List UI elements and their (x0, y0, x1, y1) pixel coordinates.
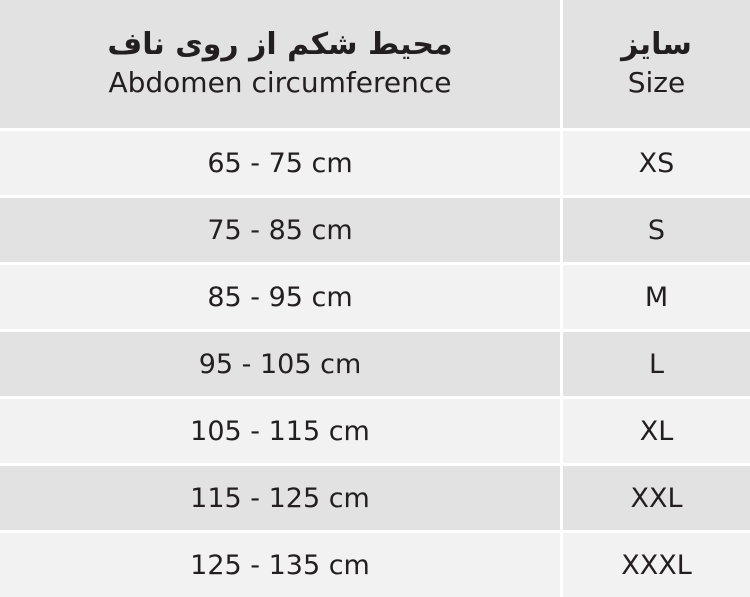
measurement-cell: 95 - 105 cm (0, 332, 563, 399)
measurement-cell: 65 - 75 cm (0, 131, 563, 198)
size-cell: XXXL (563, 533, 750, 597)
size-cell: S (563, 198, 750, 265)
measurement-cell: 75 - 85 cm (0, 198, 563, 265)
header-measurement-fa: محیط شکم از روی ناف (107, 27, 453, 63)
header-cell-size (563, 0, 750, 131)
measurement-cell: 85 - 95 cm (0, 265, 563, 332)
measurement-cell: 115 - 125 cm (0, 466, 563, 533)
measurement-cell: 125 - 135 cm (0, 533, 563, 597)
table-row (0, 198, 750, 265)
header-size-en: Size (627, 65, 686, 99)
table-row (0, 399, 750, 466)
table-row (0, 332, 750, 399)
table-row (0, 466, 750, 533)
table-row (0, 533, 750, 597)
size-cell: XS (563, 131, 750, 198)
header-cell-measurement (0, 0, 563, 131)
table-row (0, 131, 750, 198)
size-cell: XXL (563, 466, 750, 533)
table-header-row (0, 0, 750, 131)
measurement-cell: 105 - 115 cm (0, 399, 563, 466)
size-cell: M (563, 265, 750, 332)
size-cell: XL (563, 399, 750, 466)
header-measurement-en: Abdomen circumference (108, 65, 452, 99)
table-row (0, 265, 750, 332)
size-cell: L (563, 332, 750, 399)
header-size-fa: سایز (621, 27, 692, 63)
